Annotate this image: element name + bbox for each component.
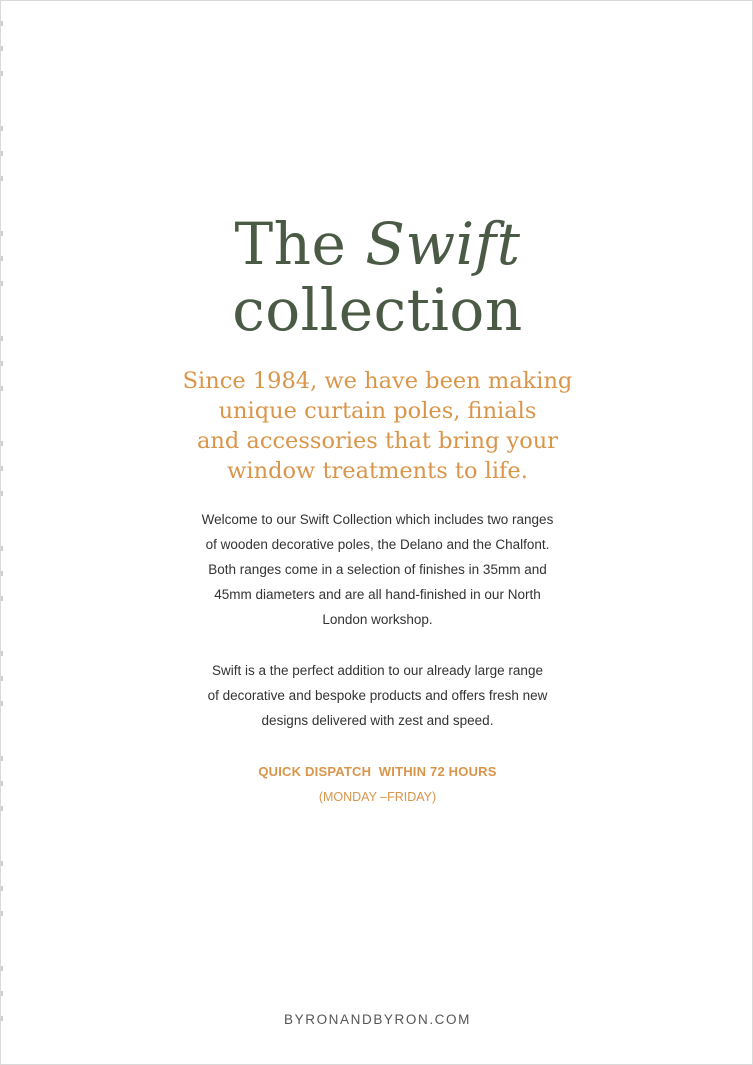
edge-mark xyxy=(1,886,3,891)
body-line: of wooden decorative poles, the Delano and the Chalfont. xyxy=(205,537,550,552)
title-emphasis: Swift xyxy=(365,210,521,278)
intro-line: and accessories that bring your xyxy=(196,428,559,454)
page-title-line-1 xyxy=(1,209,753,279)
body-line: Welcome to our Swift Collection which includes two ranges xyxy=(201,512,554,527)
intro-line: unique curtain poles, finials xyxy=(218,398,537,424)
edge-mark xyxy=(1,21,3,26)
body-line: Swift is a the perfect addition to our already large range xyxy=(212,663,543,678)
body-line: 45mm diameters and are all hand-finished in our North xyxy=(214,587,541,602)
dispatch-days: (MONDAY –FRIDAY) xyxy=(318,790,437,804)
edge-mark xyxy=(1,651,3,656)
edge-mark xyxy=(1,861,3,866)
edge-mark xyxy=(1,991,3,996)
edge-mark xyxy=(1,46,3,51)
edge-mark xyxy=(1,126,3,131)
body-line: London workshop. xyxy=(322,612,433,627)
body-paragraph-2 xyxy=(1,658,753,733)
intro-line: window treatments to life. xyxy=(227,458,528,484)
body-line: designs delivered with zest and speed. xyxy=(261,713,494,728)
body-line: of decorative and bespoke products and offers fresh new xyxy=(207,688,548,703)
edge-mark xyxy=(1,176,3,181)
intro-statement xyxy=(1,366,753,486)
website-link[interactable]: BYRONANDBYRON.COM xyxy=(284,1012,471,1027)
dispatch-headline: QUICK DISPATCH WITHIN 72 HOURS xyxy=(258,764,497,779)
intro-line: Since 1984, we have been making xyxy=(182,368,573,394)
body-paragraph-1 xyxy=(1,507,753,632)
edge-mark xyxy=(1,491,3,496)
edge-mark xyxy=(1,71,3,76)
body-line: Both ranges come in a selection of finishes in 35mm and xyxy=(208,562,547,577)
edge-mark xyxy=(1,966,3,971)
page-title-line-2: collection xyxy=(232,276,523,344)
edge-mark xyxy=(1,151,3,156)
title-prefix: The xyxy=(234,210,366,278)
edge-mark xyxy=(1,911,3,916)
